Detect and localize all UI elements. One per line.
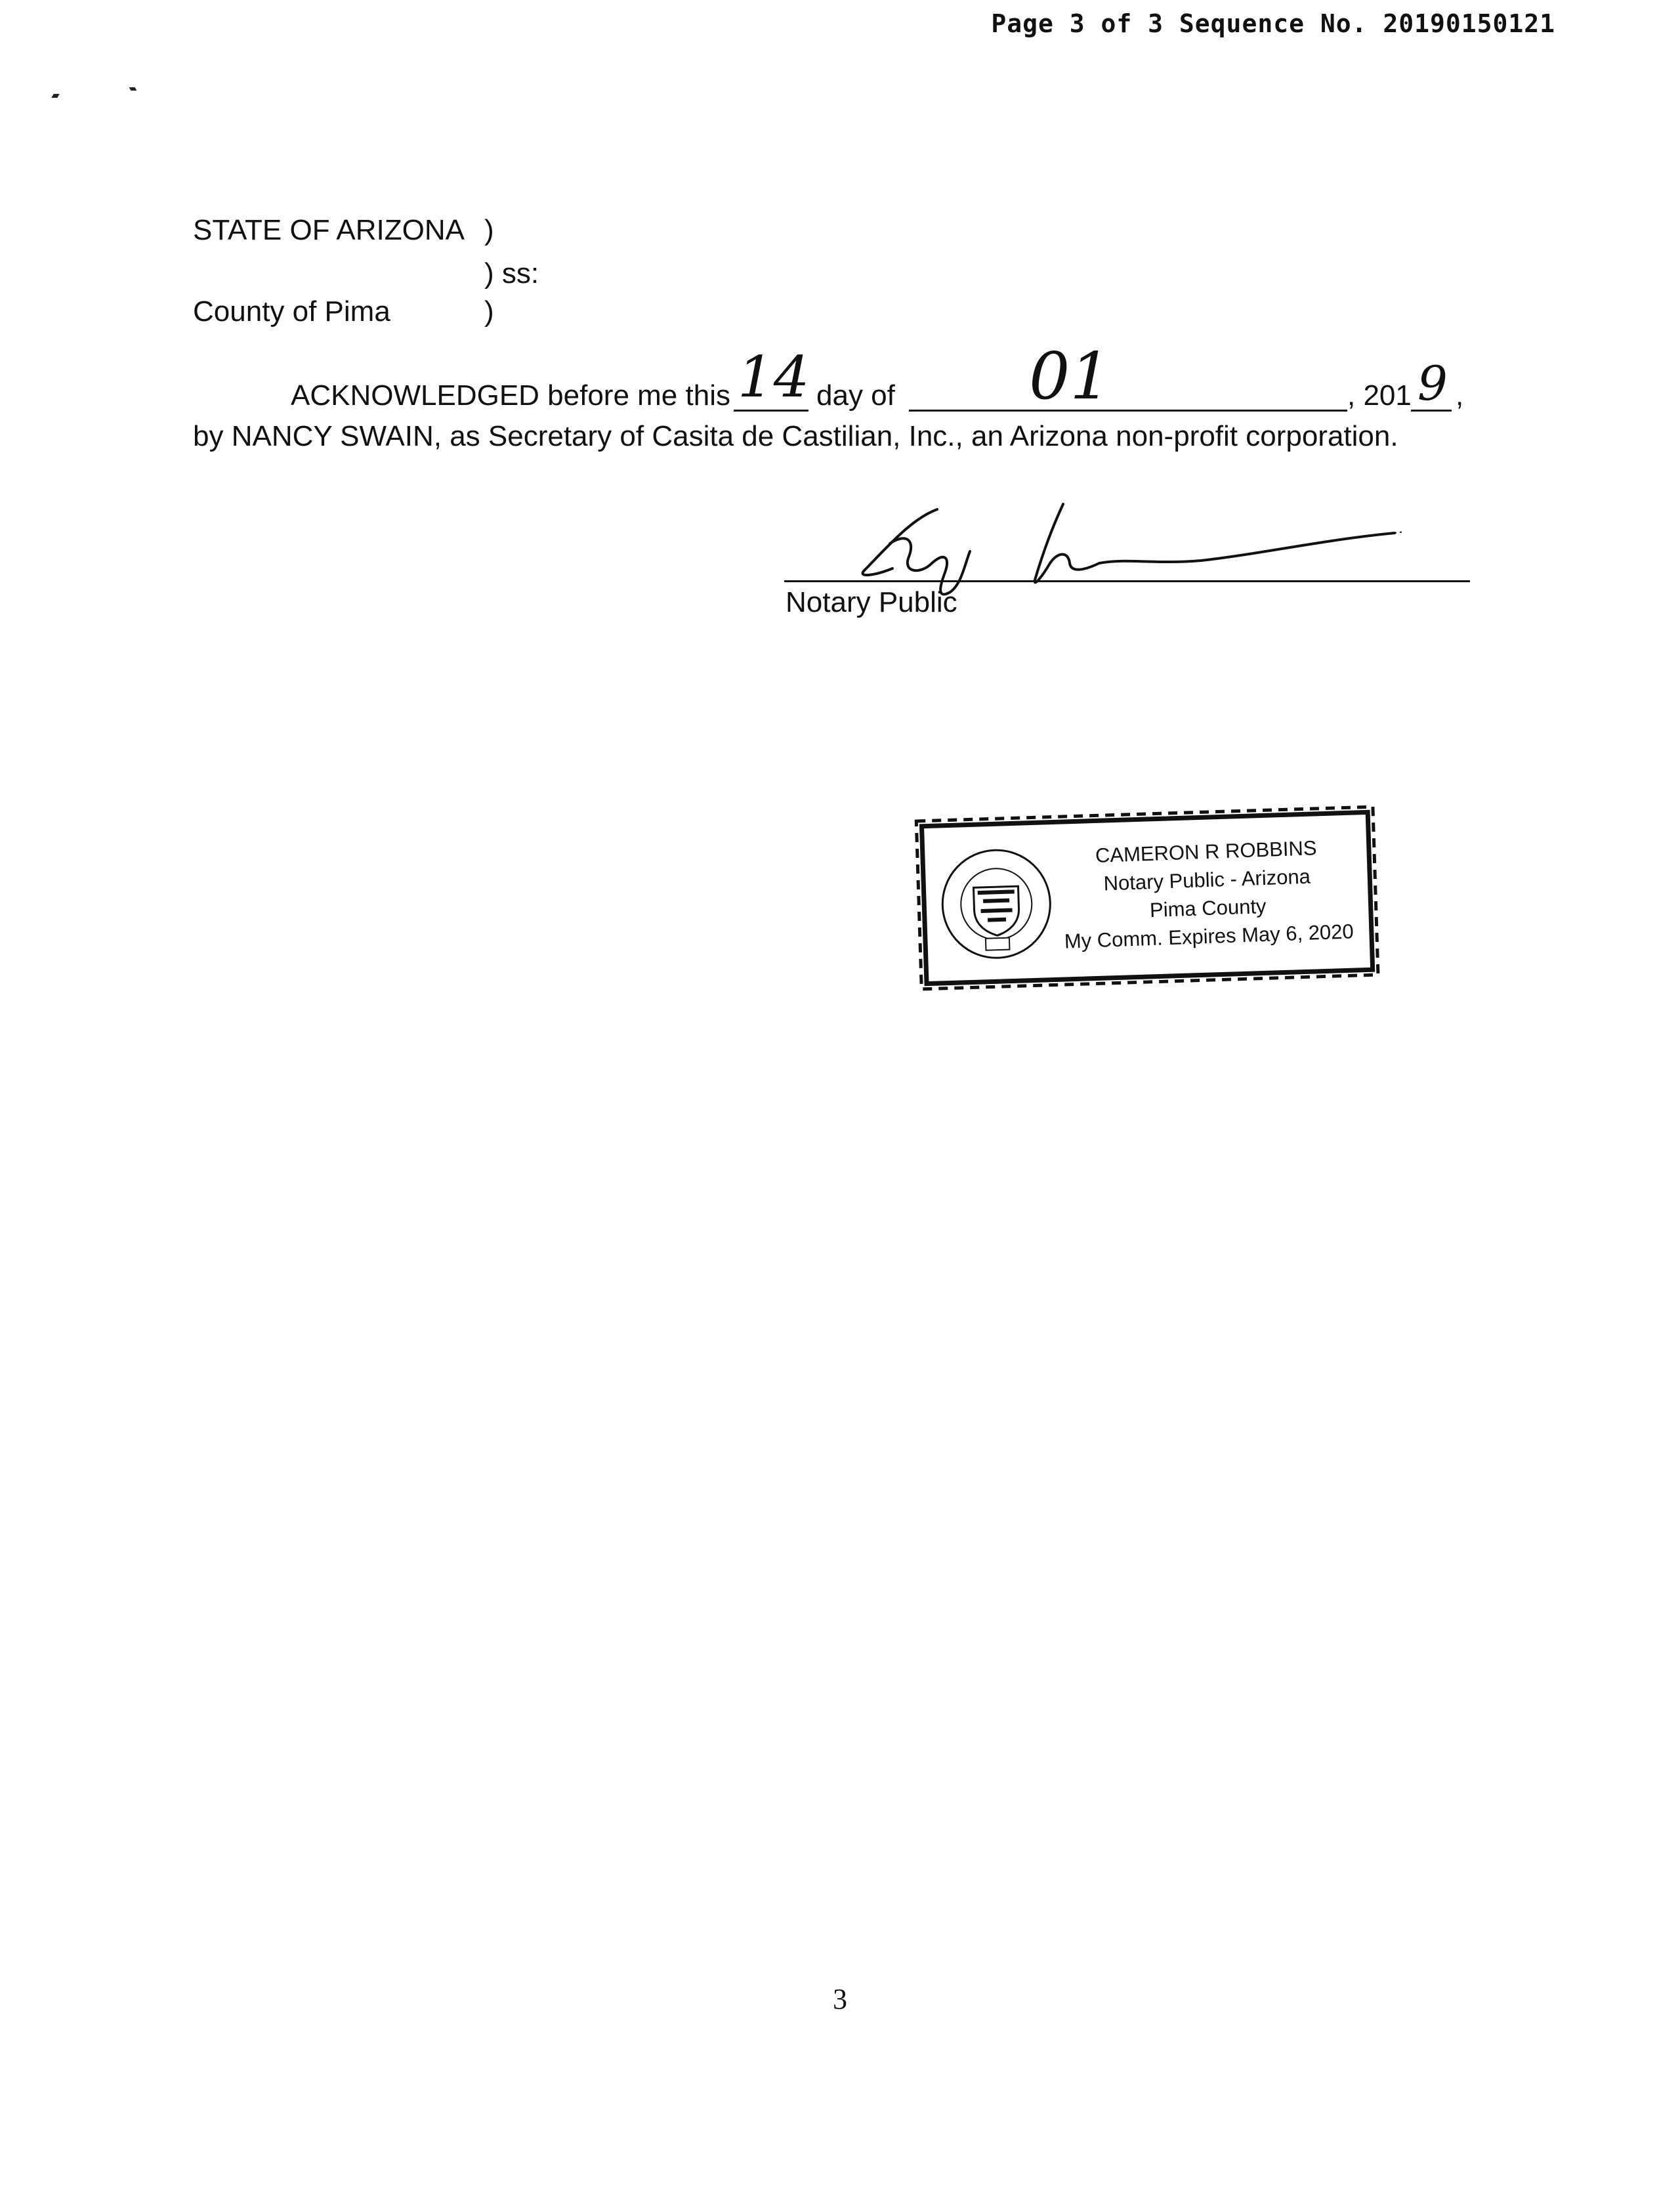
venue-county: County of Pima — [193, 295, 390, 328]
signature-line — [784, 580, 1470, 582]
venue-ss: ) ss: — [484, 257, 539, 289]
ack-day-of: day of — [816, 379, 895, 412]
notary-name: CAMERON R ROBBINS — [1095, 836, 1318, 867]
ack-body: by NANCY SWAIN, as Secretary of Casita de Castilian, Inc., an Arizona non-profit corporation. — [193, 420, 1398, 452]
year-handwritten: 9 — [1418, 356, 1448, 411]
notary-signature — [0, 0, 1680, 656]
month-handwritten: 01 — [1029, 339, 1111, 414]
notary-title: Notary Public - Arizona — [1103, 864, 1311, 895]
notary-commission-expires: My Comm. Expires May 6, 2020 — [1064, 920, 1354, 953]
notary-county: Pima County — [1149, 894, 1267, 922]
notary-stamp-text — [1048, 832, 1367, 956]
venue-paren-top: ) — [484, 214, 494, 246]
ack-lead: ACKNOWLEDGED before me this — [291, 379, 730, 412]
sequence-header: Page 3 of 3 Sequence No. 20190150121 — [991, 9, 1555, 38]
notary-public-label: Notary Public — [786, 586, 957, 618]
page-number: 3 — [833, 1983, 847, 2015]
ack-year-suffix: , — [1456, 379, 1464, 412]
venue-state: STATE OF ARIZONA — [193, 214, 465, 246]
ack-year-prefix: , 201 — [1347, 379, 1412, 412]
day-handwritten: 14 — [738, 345, 810, 410]
venue-paren-bottom: ) — [484, 295, 494, 328]
